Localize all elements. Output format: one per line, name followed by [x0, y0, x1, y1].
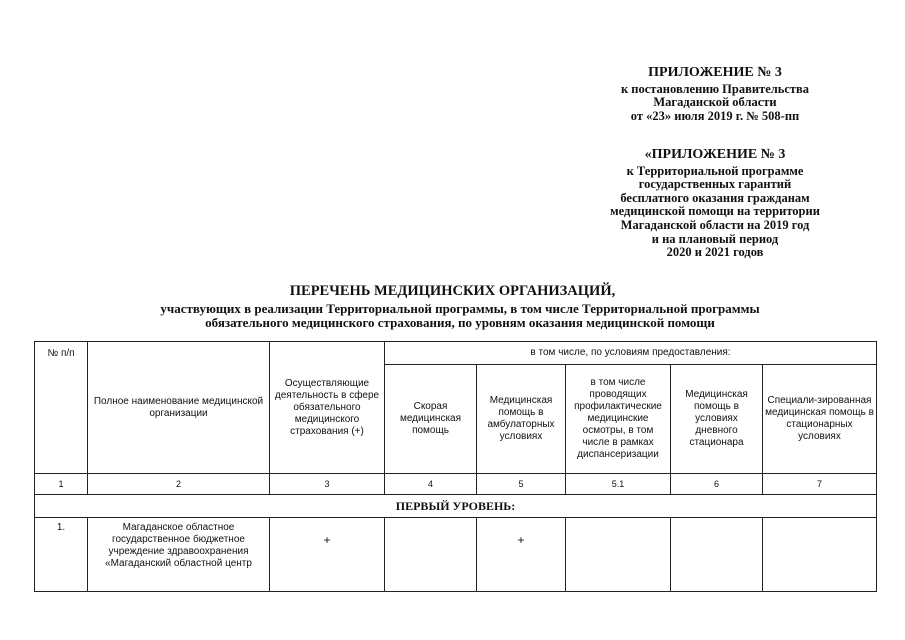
document-title: ПЕРЕЧЕНЬ МЕДИЦИНСКИХ ОРГАНИЗАЦИЙ, [289, 283, 616, 299]
appendix-1-line: от «23» июля 2019 г. № 508-пп [630, 108, 800, 123]
header-inpatient: Специали-зированная медицинская помощь в стационарных условиях [763, 365, 877, 474]
column-number: 4 [385, 474, 477, 495]
level-heading: ПЕРВЫЙ УРОВЕНЬ: [35, 495, 877, 518]
appendix-2-line: Магаданской области на 2019 год [620, 217, 810, 232]
column-number: 7 [763, 474, 877, 495]
header-name: Полное наименование медицинской организации [88, 342, 270, 474]
appendix-1-header [580, 66, 850, 123]
column-number: 1 [35, 474, 88, 495]
appendix-2-line: 2020 и 2021 годов [666, 245, 764, 260]
header-conditions-group: в том числе, по условиям предоставления: [385, 342, 877, 365]
header-prevention: в том числе проводящих профилактические медицинские осмотры, в том числе в рамках диспансеризации [566, 365, 671, 474]
document-subtitle-line: участвующих в реализации Территориальной программы, в том числе Территориальной программы [160, 301, 760, 316]
appendix-2-title: «ПРИЛОЖЕНИЕ № 3 [644, 147, 786, 162]
appendix-2-line: медицинской помощи на территории [610, 204, 820, 219]
row-org-name: Магаданское областное государственное бюджетное учреждение здравоохранения «Магаданский областной центр [88, 518, 270, 592]
appendix-2-header [580, 148, 850, 260]
appendix-2-line: государственных гарантий [638, 177, 792, 192]
row-num: 1. [35, 518, 88, 592]
header-day-hospital: Медицинская помощь в условиях дневного стационара [671, 365, 763, 474]
column-number: 5.1 [566, 474, 671, 495]
appendix-2-line: и на плановый период [651, 231, 779, 246]
column-number: 2 [88, 474, 270, 495]
column-number: 3 [270, 474, 385, 495]
column-number: 5 [477, 474, 566, 495]
document-subtitle-line: обязательного медицинского страхования, по уровням оказания медицинской помощи [205, 315, 715, 330]
column-number-row [35, 474, 877, 495]
appendix-1-line: к постановлению Правительства [620, 81, 810, 96]
row-day-hospital [671, 518, 763, 592]
row-outpatient-mark: + [517, 533, 525, 547]
appendix-1-title: ПРИЛОЖЕНИЕ № 3 [648, 65, 782, 80]
table-row [35, 518, 877, 592]
document-subtitle [90, 302, 830, 330]
organizations-table [34, 341, 877, 592]
row-oms-mark: + [323, 533, 331, 547]
row-outpatient [477, 518, 566, 592]
column-number: 6 [671, 474, 763, 495]
header-ambulance: Скорая медицинская помощь [385, 365, 477, 474]
row-prevention [566, 518, 671, 592]
row-oms [270, 518, 385, 592]
header-oms: Осуществляющие деятельность в сфере обязательного медицинского страхования (+) [270, 342, 385, 474]
row-ambulance [385, 518, 477, 592]
header-num: № п/п [35, 342, 88, 474]
row-inpatient [763, 518, 877, 592]
appendix-1-line: Магаданской области [653, 95, 777, 110]
appendix-2-line: бесплатного оказания гражданам [620, 190, 810, 205]
appendix-2-line: к Территориальной программе [626, 163, 804, 178]
header-outpatient: Медицинская помощь в амбулаторных условиях [477, 365, 566, 474]
